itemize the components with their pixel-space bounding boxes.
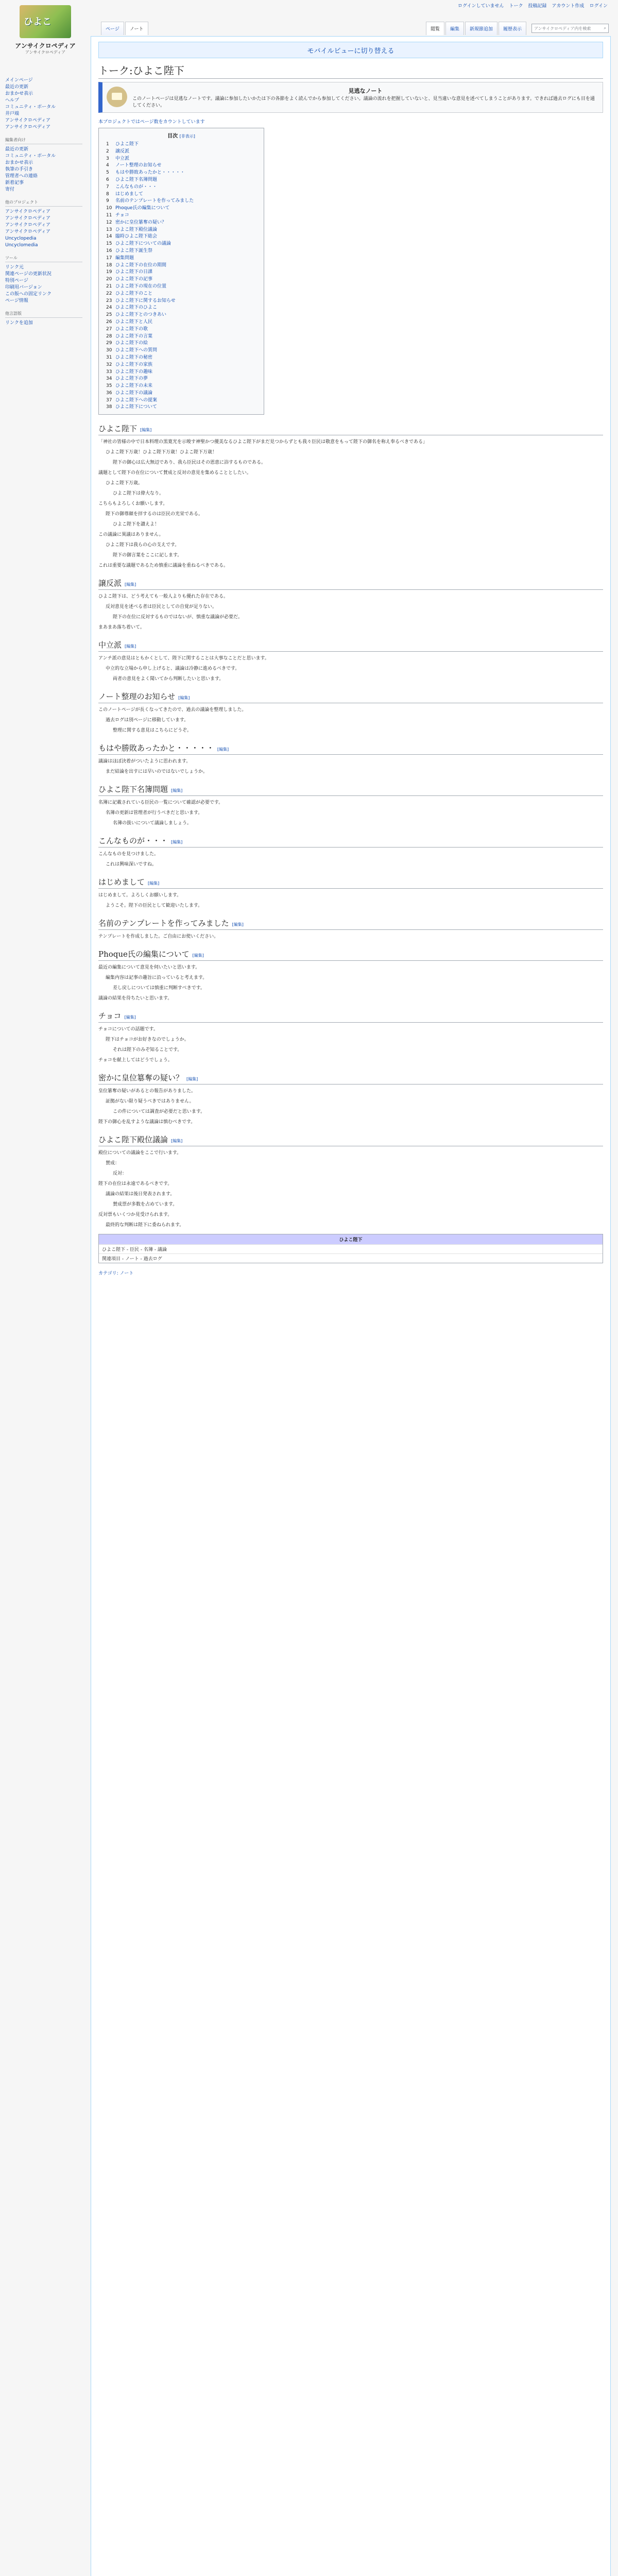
comment: 証拠がない限り疑うべきではありません。 — [106, 1099, 194, 1105]
comment: 皇位簒奪の疑いがあるとの報告がありました。 — [98, 1089, 196, 1094]
comment: まだ結論を出すには早いのではないでしょうか。 — [106, 769, 208, 775]
navbox-title: ひよこ陛下 — [99, 1234, 603, 1244]
toc-number: 3 — [106, 156, 109, 161]
sidebar-item[interactable]: アンサイクロペディア — [5, 229, 51, 234]
toc-text: ひよこ陛下の歌 — [115, 326, 148, 332]
toc-text: ひよこ陛下について — [115, 404, 157, 410]
toc-item[interactable] — [106, 205, 259, 212]
section-heading — [98, 1072, 603, 1084]
sidebar-item[interactable]: アンサイクロペディア — [5, 216, 51, 221]
toc-text: 臨時ひよこ陛下総会 — [115, 234, 158, 240]
toc-item[interactable] — [106, 397, 259, 404]
toc-item[interactable] — [106, 312, 259, 319]
section-heading — [98, 835, 603, 848]
edit-link[interactable]: [編集] — [148, 881, 160, 886]
comment: これは興味深いですね。 — [106, 862, 157, 868]
comment: 賛成票が多数を占めています。 — [113, 1202, 178, 1208]
comment: 陛下の在位は永遠であるべきです。 — [98, 1181, 173, 1187]
toc-item[interactable] — [106, 191, 259, 198]
toc-text: 密かに皇位簒奪の疑い？ — [115, 219, 167, 225]
section-title: はじめまして — [98, 877, 145, 887]
site-name: アンサイクロペディア — [15, 42, 76, 49]
toc-item[interactable] — [106, 326, 259, 333]
toc-item[interactable] — [106, 283, 259, 291]
toc-text: ひよこ陛下の秘密 — [115, 354, 153, 360]
toc-text: ひよこ陛下殿位議論 — [115, 227, 158, 232]
sidebar-heading: 他言語版 — [5, 311, 82, 318]
toc-text: もはや勝敗あったかと・・・・・ — [115, 170, 185, 176]
logo-image — [20, 5, 71, 38]
comment: 両者の意見をよく聞いてから判断したいと思います。 — [113, 676, 224, 682]
toc-number: 32 — [106, 362, 112, 367]
category-links[interactable]: カテゴリ: ノート — [98, 1271, 134, 1277]
section-heading — [98, 1010, 603, 1023]
toc-number: 18 — [106, 262, 112, 268]
toc-item[interactable] — [106, 233, 259, 241]
toc-item[interactable] — [106, 170, 259, 177]
sidebar-item[interactable]: アンサイクロペディア — [5, 125, 51, 130]
sidebar-heading: 他のプロジェクト — [5, 199, 82, 207]
toc-item[interactable] — [106, 212, 259, 219]
section-heading — [98, 742, 603, 755]
section-title: ノート整理のお知らせ — [98, 692, 176, 702]
section-title: もはや勝敗あったかと・・・・・ — [98, 743, 214, 753]
toc-text: ひよこ陛下と人民 — [115, 319, 153, 325]
comment: チョコを献上してはどうでしょう。 — [98, 1058, 173, 1063]
sidebar-item[interactable]: アンサイクロペディア — [5, 223, 51, 228]
toc-item[interactable] — [106, 354, 259, 362]
sidebar-item[interactable]: この版への固定リンク — [5, 292, 52, 297]
toc-item[interactable] — [106, 156, 259, 163]
navbox — [98, 1234, 603, 1263]
toc-number: 2 — [106, 148, 109, 154]
toc-number: 30 — [106, 348, 112, 353]
section-title: 中立派 — [98, 640, 122, 650]
toc-item[interactable] — [106, 390, 259, 397]
toc-item[interactable] — [106, 298, 259, 305]
section-heading — [98, 918, 603, 930]
toc-number: 15 — [106, 241, 112, 247]
edit-link[interactable]: [編集] — [192, 953, 204, 958]
logo-tile-text: ひよこ — [24, 16, 52, 27]
sidebar-item[interactable]: リンク元 — [5, 265, 24, 270]
toc-number: 1 — [106, 142, 109, 147]
search-placeholder: アンサイクロペディア内を検索 — [534, 26, 591, 31]
sidebar-heading: 編集者向け — [5, 137, 82, 144]
toc-number: 37 — [106, 397, 112, 403]
toc-item[interactable] — [106, 219, 259, 227]
toc-item[interactable] — [106, 340, 259, 347]
toc-item[interactable] — [106, 177, 259, 184]
comment: ひよこ陛下は、どう考えても一般人よりも優れた存在である。 — [98, 594, 229, 600]
sidebar-item[interactable]: 新着記事 — [5, 180, 24, 185]
section-heading — [98, 423, 603, 435]
comment: 陛下はチョコがお好きなのでしょうか。 — [106, 1037, 189, 1043]
comment: まあまあ落ち着いて。 — [98, 625, 145, 631]
section-title: ひよこ陛下殿位議論 — [98, 1135, 168, 1145]
site-tagline: アンサイクロペディア — [25, 50, 66, 55]
toc-number: 4 — [106, 163, 109, 168]
table-of-contents — [98, 128, 264, 415]
toc-text: 編集問題 — [115, 255, 134, 261]
toc-text: ひよこ陛下名簿問題 — [115, 177, 158, 182]
comment: 整理に関する意見はこちらにどうぞ。 — [113, 728, 192, 734]
toc-number: 38 — [106, 404, 112, 410]
section-heading — [98, 876, 603, 889]
page-title: トーク:ひよこ陛下 — [98, 62, 603, 79]
notice-link[interactable]: 本プロジェクトではページ数をカウントしています — [98, 120, 205, 125]
sidebar-item[interactable]: コミュニティ・ポータル — [5, 154, 56, 159]
toc-text: チョコ — [115, 212, 129, 218]
search-input[interactable] — [531, 24, 609, 33]
sidebar-item[interactable]: アンサイクロペディア — [5, 209, 51, 214]
personal-link[interactable]: トーク — [509, 4, 523, 9]
sidebar-item[interactable]: ヘルプ — [5, 98, 20, 103]
toc-number: 6 — [106, 177, 109, 182]
comment: 反対票もいくつか見受けられます。 — [98, 1212, 173, 1218]
sidebar-item[interactable]: 管理者への連絡 — [5, 174, 38, 179]
toc-number: 10 — [106, 206, 112, 211]
namespace-tabs — [101, 22, 149, 35]
toc-number: 33 — [106, 369, 112, 375]
toc-item[interactable] — [106, 227, 259, 234]
toc-text: ひよこ陛下の在位の期間 — [115, 262, 167, 268]
toc-item[interactable] — [106, 162, 259, 170]
sidebar-item[interactable]: 井戸端 — [5, 111, 20, 116]
toc-text: ひよこ陛下の絵 — [115, 341, 148, 346]
toc-text: ひよこ陛下への提案 — [115, 397, 158, 403]
toc-text: 譲反派 — [115, 148, 130, 154]
notice-box — [98, 82, 603, 113]
sidebar-item[interactable]: 最近の更新 — [5, 84, 29, 90]
comment: 編集内容は記事の趣旨に沿っていると考えます。 — [106, 975, 208, 981]
notice-body: このノートページは見逃なノートです。議論に参加したいかたは下の各節をよく読んでから参加してください。議論の流れを把握していないと、見当違いな意見を述べてしまうことがあります。できれば過去ログにも目を通してください。 — [132, 96, 595, 108]
toc-text: ひよこ陛下への質問 — [115, 348, 158, 353]
comment: チョコについての話題です。 — [98, 1027, 158, 1032]
sidebar-heading: ツール — [5, 255, 82, 262]
toc-text: ひよこ陛下の現在の位置 — [115, 283, 167, 289]
comment: これは重要な議題であるため慎重に議論を重ねるべきである。 — [98, 563, 229, 569]
comment: 陛下の御尊顔を拝するのは臣民の光栄である。 — [106, 512, 203, 517]
toc-number: 24 — [106, 305, 112, 311]
comment: 陛下の御言葉をここに記します。 — [113, 553, 182, 558]
view-tab-2[interactable]: 新規節追加 — [465, 22, 497, 35]
toc-number: 22 — [106, 291, 112, 296]
comment: 差し戻しについては慎重に判断すべきです。 — [113, 986, 205, 991]
toc-number: 9 — [106, 198, 109, 204]
toc-item[interactable] — [106, 262, 259, 269]
sidebar-item[interactable]: リンクを追加 — [5, 320, 33, 326]
toc-number: 16 — [106, 248, 112, 253]
toc-number: 28 — [106, 333, 112, 339]
toc-item[interactable] — [106, 404, 259, 411]
toc-item[interactable] — [106, 362, 259, 369]
comment: 陛下の御心を乱すような議論は慎むべきです。 — [98, 1120, 196, 1125]
toc-text: ひよこ陛下の未来 — [115, 383, 153, 389]
toc-number: 13 — [106, 227, 112, 232]
comment: 中立的な立場から申し上げると、議論は冷静に進めるべきです。 — [106, 666, 240, 672]
sidebar-item[interactable]: おまかせ表示 — [5, 160, 33, 165]
toc-item[interactable] — [106, 184, 259, 191]
section-heading — [98, 639, 603, 652]
toc-number: 21 — [106, 283, 112, 289]
section-title: チョコ — [98, 1011, 122, 1021]
comment: 名簿に記載されている臣民の一覧について確認が必要です。 — [98, 800, 224, 806]
comment: 議論はほぼ決着がついたように思われます。 — [98, 759, 191, 765]
toc-number: 17 — [106, 255, 112, 261]
section-heading — [98, 691, 603, 703]
sidebar-item[interactable]: 最近の更新 — [5, 147, 29, 152]
sidebar — [5, 77, 82, 327]
edit-link[interactable]: [編集] — [232, 922, 244, 927]
comment: はじめまして。よろしくお願いします。 — [98, 893, 182, 899]
comment: 賛成： — [106, 1161, 120, 1166]
comment: ひよこ陛下は我らの心の支えです。 — [106, 543, 180, 548]
edit-link[interactable]: [編集] — [171, 788, 183, 793]
toc-number: 12 — [106, 219, 112, 225]
edit-link[interactable]: [編集] — [140, 428, 152, 433]
toc-text: ひよこ陛下に関するお知らせ — [115, 298, 176, 303]
toc-item[interactable] — [106, 333, 259, 341]
sidebar-item[interactable]: コミュニティ・ポータル — [5, 105, 56, 110]
toc-hide-link[interactable]: [非表示] — [179, 134, 195, 139]
sidebar-item[interactable]: 執筆の手引き — [5, 167, 33, 172]
toc-item[interactable] — [106, 319, 259, 326]
toc-text: はじめまして — [115, 191, 144, 197]
comment: 反対： — [113, 1171, 127, 1177]
tab-0[interactable]: ページ — [101, 22, 124, 35]
comment: 殿位についての議論をここで行います。 — [98, 1150, 182, 1156]
view-tab-3[interactable]: 履歴表示 — [499, 22, 526, 35]
comment: こちらもよろしくお願いします。 — [98, 501, 168, 507]
toc-number: 20 — [106, 277, 112, 282]
comment: 議論の結果を待ちたいと思います。 — [98, 996, 173, 1002]
comment: 「神社の皆様の中で日本料理の黒寛光を示唆す神聖かつ優美なるひよこ陛下がまだ見つからずとも我々臣民は敬意をもって陛下の御名を称え奉るべきである」 — [98, 439, 428, 445]
toc-item[interactable] — [106, 347, 259, 354]
toc-item[interactable] — [106, 376, 259, 383]
toc-number: 34 — [106, 376, 112, 382]
notice-title: 見逃なノート — [348, 88, 383, 94]
mobile-view-button[interactable]: モバイルビューに切り替える — [98, 42, 603, 58]
comment: アンチ派の意見はともかくとして、陛下に関することは大事なことだと思います。 — [98, 656, 269, 662]
tab-1[interactable]: ノート — [125, 22, 148, 35]
edit-link[interactable]: [編集] — [171, 840, 183, 845]
toc-text: ひよこ陛下の家族 — [115, 362, 153, 367]
toc-text: ひよこ陛下のこと — [115, 291, 153, 296]
toc-item[interactable] — [106, 369, 259, 376]
toc-number: 36 — [106, 390, 112, 396]
section-heading — [98, 784, 603, 796]
sidebar-item[interactable]: 寄付 — [5, 187, 15, 192]
toc-item[interactable] — [106, 148, 259, 156]
personal-link[interactable]: ログインしていません — [457, 4, 504, 9]
section-title: ひよこ陛下 — [98, 424, 138, 434]
comment: それは陛下のみぞ知ることです。 — [113, 1047, 182, 1053]
comment: この件については調査が必要だと思います。 — [113, 1109, 205, 1115]
edit-link[interactable]: [編集] — [178, 696, 190, 701]
toc-number: 35 — [106, 383, 112, 389]
view-tab-0[interactable]: 閲覧 — [426, 22, 444, 35]
sidebar-item[interactable]: メインページ — [5, 78, 33, 83]
section-title: 名前のテンプレートを作ってみました — [98, 919, 229, 928]
section-heading — [98, 578, 603, 590]
edit-link[interactable]: [編集] — [125, 644, 136, 649]
comment: 名簿の扱いについて議論しましょう。 — [113, 821, 192, 826]
toc-number: 5 — [106, 170, 109, 176]
sidebar-item[interactable]: 印刷用バージョン — [5, 285, 42, 290]
toc-text: ひよこ陛下とのつきあい — [115, 312, 167, 318]
toc-number: 11 — [106, 212, 112, 218]
toc-text: Phoque氏の編集について — [115, 206, 170, 211]
sidebar-item[interactable]: ページ情報 — [5, 298, 28, 303]
navbox-row[interactable]: 関連項目 - ノート - 過去ログ — [99, 1253, 603, 1263]
toc-number: 29 — [106, 341, 112, 346]
toc-text: 中立派 — [115, 156, 130, 161]
toc-number: 7 — [106, 184, 109, 190]
toc-text: ひよこ陛下のひよこ — [115, 305, 158, 311]
discussion-sections — [98, 423, 603, 1229]
toc-text: ひよこ陛下についての議論 — [115, 241, 171, 247]
toc-item[interactable] — [106, 383, 259, 390]
personal-link[interactable]: ログイン — [589, 4, 608, 9]
comment: こんなものを見つけました。 — [98, 852, 159, 857]
edit-link[interactable]: [編集] — [186, 1077, 198, 1082]
sidebar-item[interactable]: おまかせ表示 — [5, 91, 33, 96]
toc-text: ひよこ陛下の夢 — [115, 376, 148, 382]
comment: ひよこ陛下万歳！ひよこ陛下万歳！ひよこ陛下万歳！ — [106, 450, 217, 455]
comment: テンプレートを作成しました。ご自由にお使いください。 — [98, 934, 219, 940]
toc-text: ひよこ陛下誕生祭 — [115, 248, 153, 253]
section-title: Phoque氏の編集について — [98, 950, 190, 959]
section-title: 密かに皇位簒奪の疑い？ — [98, 1073, 184, 1083]
toc-item[interactable] — [106, 248, 259, 255]
sidebar-item[interactable]: Uncyclopedia — [5, 236, 37, 241]
toc-item[interactable] — [106, 291, 259, 298]
sidebar-item[interactable]: 特別ページ — [5, 278, 28, 283]
section-title: 譲反派 — [98, 579, 122, 588]
view-tab-1[interactable]: 編集 — [445, 22, 464, 35]
comment: このノートページが長くなってきたので、過去の議論を整理しました。 — [98, 707, 247, 713]
navbox-row[interactable]: ひよこ陛下 - 臣民 - 名簿 - 議論 — [99, 1244, 603, 1253]
search-icon[interactable]: ⌕ — [604, 26, 606, 30]
toc-text: ひよこ陛下 — [115, 142, 139, 147]
toc-number: 27 — [106, 326, 112, 332]
section-heading — [98, 948, 603, 961]
edit-link[interactable]: [編集] — [125, 582, 136, 587]
toc-number: 8 — [106, 191, 109, 197]
comment: ひよこ陛下万歳。 — [106, 481, 143, 486]
toc-number: 19 — [106, 269, 112, 275]
view-tabs — [426, 22, 609, 35]
toc-item[interactable] — [106, 304, 259, 312]
comment: ひよこ陛下は偉大なり。 — [113, 491, 164, 497]
toc-text: ひよこ陛下の議論 — [115, 390, 153, 396]
toc-number: 25 — [106, 312, 112, 318]
toc-number: 23 — [106, 298, 112, 303]
toc-number: 26 — [106, 319, 112, 325]
comment: ようこそ。陛下の臣民として歓迎いたします。 — [106, 903, 203, 909]
edit-link[interactable]: [編集] — [124, 1015, 136, 1020]
toc-list — [104, 141, 259, 411]
toc-text: こんなものが・・・ — [115, 184, 158, 190]
section-title: こんなものが・・・ — [98, 836, 168, 846]
section-heading — [98, 1134, 603, 1146]
comment: ひよこ陛下を讃えよ！ — [113, 522, 160, 528]
toc-number: 14 — [106, 234, 112, 240]
toc-text: ノート整理のお知らせ — [115, 163, 162, 168]
toc-item[interactable] — [106, 255, 259, 262]
content-area — [91, 36, 611, 2576]
toc-text: ひよこ陛下の言葉 — [115, 333, 153, 339]
edit-link[interactable]: [編集] — [217, 747, 229, 752]
toc-header — [104, 131, 259, 139]
personal-link[interactable]: 投稿記録 — [528, 4, 547, 9]
toc-item[interactable] — [106, 276, 259, 283]
site-logo[interactable] — [4, 4, 87, 61]
toc-number: 31 — [106, 354, 112, 360]
toc-text: ひよこ陛下の趣味 — [115, 369, 153, 375]
comment: 反対意見を述べる者は臣民としての自覚が足りない。 — [106, 604, 217, 610]
comment: 名簿の更新は管理者が行うべきだと思います。 — [106, 810, 203, 816]
sidebar-item[interactable]: 関連ページの更新状況 — [5, 272, 52, 277]
toc-text: ひよこ陛下の日課 — [115, 269, 153, 275]
personal-link[interactable]: アカウント作成 — [552, 4, 585, 9]
toc-title: 目次 — [167, 133, 178, 139]
comment: この議論に異議はありません。 — [98, 532, 164, 538]
personal-tools — [458, 2, 608, 9]
notebook-icon — [107, 87, 127, 107]
comment: 過去ログは別ページに移動しています。 — [106, 718, 189, 723]
comment: 議論の結果は後日発表されます。 — [106, 1192, 175, 1197]
toc-text: ひよこ陛下の記事 — [115, 277, 153, 282]
toc-item[interactable] — [106, 198, 259, 205]
comment: 最終的な判断は陛下に委ねられます。 — [106, 1223, 184, 1228]
comment: 陛下の在位に反対するものではないが、慎重な議論が必要だ。 — [113, 615, 243, 620]
comment: 議題として陛下の在位について賛成と反対の意見を集めることとしたい。 — [98, 470, 251, 476]
sidebar-item[interactable]: Uncyclomedia — [5, 243, 38, 248]
navbox-rows — [99, 1244, 603, 1263]
comment: 最近の編集について意見を伺いたいと思います。 — [98, 965, 200, 971]
toc-item[interactable] — [106, 141, 259, 148]
section-title: ひよこ陛下名簿問題 — [98, 785, 168, 794]
comment: 陛下の御心は広大無辺であり、我ら臣民はその恩恵に浴するものである。 — [113, 460, 266, 466]
toc-item[interactable] — [106, 269, 259, 276]
toc-item[interactable] — [106, 241, 259, 248]
sidebar-item[interactable]: アンサイクロペディア — [5, 118, 51, 123]
toc-text: 名前のテンプレートを作ってみました — [115, 198, 194, 204]
edit-link[interactable]: [編集] — [171, 1139, 183, 1144]
